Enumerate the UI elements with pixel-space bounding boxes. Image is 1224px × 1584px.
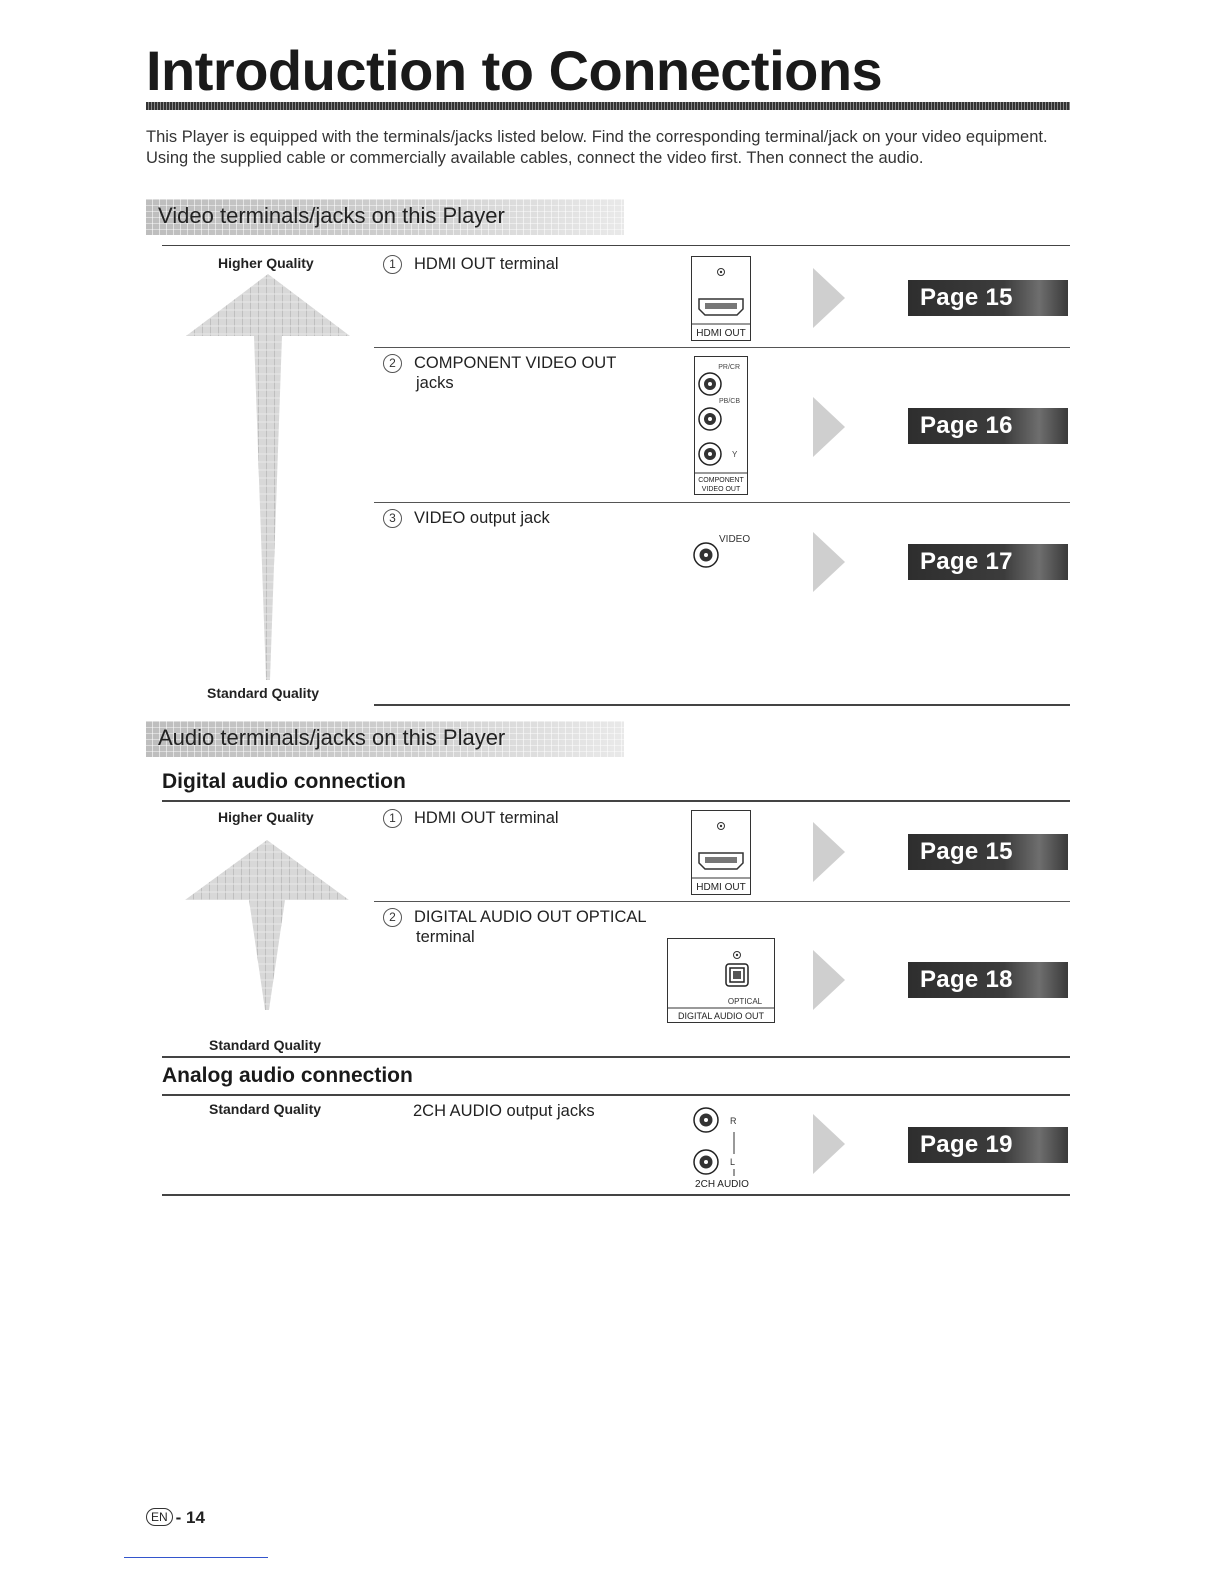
video-heading-text: Video terminals/jacks on this Player xyxy=(158,203,505,228)
svg-text:VIDEO OUT: VIDEO OUT xyxy=(701,486,741,493)
svg-text:DIGITAL AUDIO OUT: DIGITAL AUDIO OUT xyxy=(677,1011,765,1021)
page-15-link[interactable]: Page 15 xyxy=(908,280,1068,316)
svg-text:Y: Y xyxy=(732,450,738,459)
title-rule xyxy=(146,102,1070,110)
arrow-right-icon xyxy=(813,1114,845,1174)
arrow-right-icon xyxy=(813,950,845,1010)
digital-row-divider xyxy=(374,901,1070,902)
hdmi-jack-label: HDMI OUT xyxy=(696,328,746,339)
language-badge: EN xyxy=(146,1508,173,1526)
svg-text:PR/CR: PR/CR xyxy=(718,364,740,371)
page-19-link[interactable]: Page 19 xyxy=(908,1127,1068,1163)
page-17-link[interactable]: Page 17 xyxy=(908,544,1068,580)
page-number-text: - 14 xyxy=(175,1508,205,1527)
video-item-component: 2 COMPONENT VIDEO OUT jacks xyxy=(383,353,616,393)
arrow-right-icon xyxy=(813,532,845,592)
digital-bottom-rule xyxy=(162,1056,1070,1058)
item-number: 2 xyxy=(383,908,402,927)
video-item-composite: 3 VIDEO output jack xyxy=(383,508,550,528)
component-jack-icon xyxy=(694,356,748,496)
item-number: 1 xyxy=(383,255,402,274)
svg-text:COMPONENT: COMPONENT xyxy=(698,477,744,484)
2ch-audio-jack-icon xyxy=(688,1098,758,1190)
svg-text:OPTICAL: OPTICAL xyxy=(727,997,763,1006)
item-number: 3 xyxy=(383,509,402,528)
analog-bottom-rule xyxy=(162,1194,1070,1196)
digital-top-rule xyxy=(162,800,1070,802)
item-number: 2 xyxy=(383,354,402,373)
page-16-link[interactable]: Page 16 xyxy=(908,408,1068,444)
arrow-right-icon xyxy=(813,268,845,328)
svg-text:L: L xyxy=(730,1157,736,1167)
page-title: Introduction to Connections xyxy=(146,39,883,102)
hdmi-jack-icon xyxy=(691,810,751,895)
video-bottom-rule xyxy=(374,704,1070,706)
page-number xyxy=(146,1508,205,1528)
analog-standard-quality-label: Standard Quality xyxy=(209,1101,322,1117)
video-item-hdmi: 1 HDMI OUT terminal xyxy=(383,254,559,274)
video-jack-label: VIDEO xyxy=(719,534,751,545)
svg-text:HDMI OUT: HDMI OUT xyxy=(696,882,746,893)
video-jack-icon xyxy=(690,530,754,578)
intro-text: This Player is equipped with the terminals/jacks listed below. Find the corresponding terminal/jack on your video equipment. Using the supplied cable or commercially available cables, connect the video first. Then connect the audio. xyxy=(146,128,1048,167)
video-standard-quality-label: Standard Quality xyxy=(207,685,320,701)
video-quality-arrow-icon xyxy=(186,274,350,680)
video-row-divider-2 xyxy=(374,502,1070,503)
optical-jack-icon xyxy=(667,938,775,1024)
svg-text:2CH AUDIO: 2CH AUDIO xyxy=(695,1179,749,1190)
page-15-link-audio[interactable]: Page 15 xyxy=(908,834,1068,870)
svg-text:PB/CB: PB/CB xyxy=(718,398,740,405)
svg-text:R: R xyxy=(730,1116,737,1126)
digital-audio-title: Digital audio connection xyxy=(162,770,406,793)
video-section-heading xyxy=(146,199,624,235)
arrow-right-icon xyxy=(813,397,845,457)
digital-standard-quality-label: Standard Quality xyxy=(209,1037,322,1053)
page-18-link[interactable]: Page 18 xyxy=(908,962,1068,998)
video-top-rule xyxy=(162,245,1070,246)
item-number: 1 xyxy=(383,809,402,828)
analog-audio-title: Analog audio connection xyxy=(162,1064,413,1087)
analog-top-rule xyxy=(162,1094,1070,1096)
arrow-right-icon xyxy=(813,822,845,882)
analog-item-2ch: 2CH AUDIO output jacks xyxy=(413,1102,595,1120)
footer-rule xyxy=(124,1557,268,1558)
video-higher-quality-label: Higher Quality xyxy=(218,255,314,271)
digital-quality-arrow-icon xyxy=(185,840,349,1010)
video-row-divider-1 xyxy=(374,347,1070,348)
hdmi-jack-icon xyxy=(691,256,751,341)
audio-heading-text: Audio terminals/jacks on this Player xyxy=(158,725,506,750)
digital-higher-quality-label: Higher Quality xyxy=(218,809,314,825)
digital-item-hdmi: 1 HDMI OUT terminal xyxy=(383,808,559,828)
digital-item-optical: 2 DIGITAL AUDIO OUT OPTICAL terminal xyxy=(383,907,647,947)
audio-section-heading xyxy=(146,721,624,757)
